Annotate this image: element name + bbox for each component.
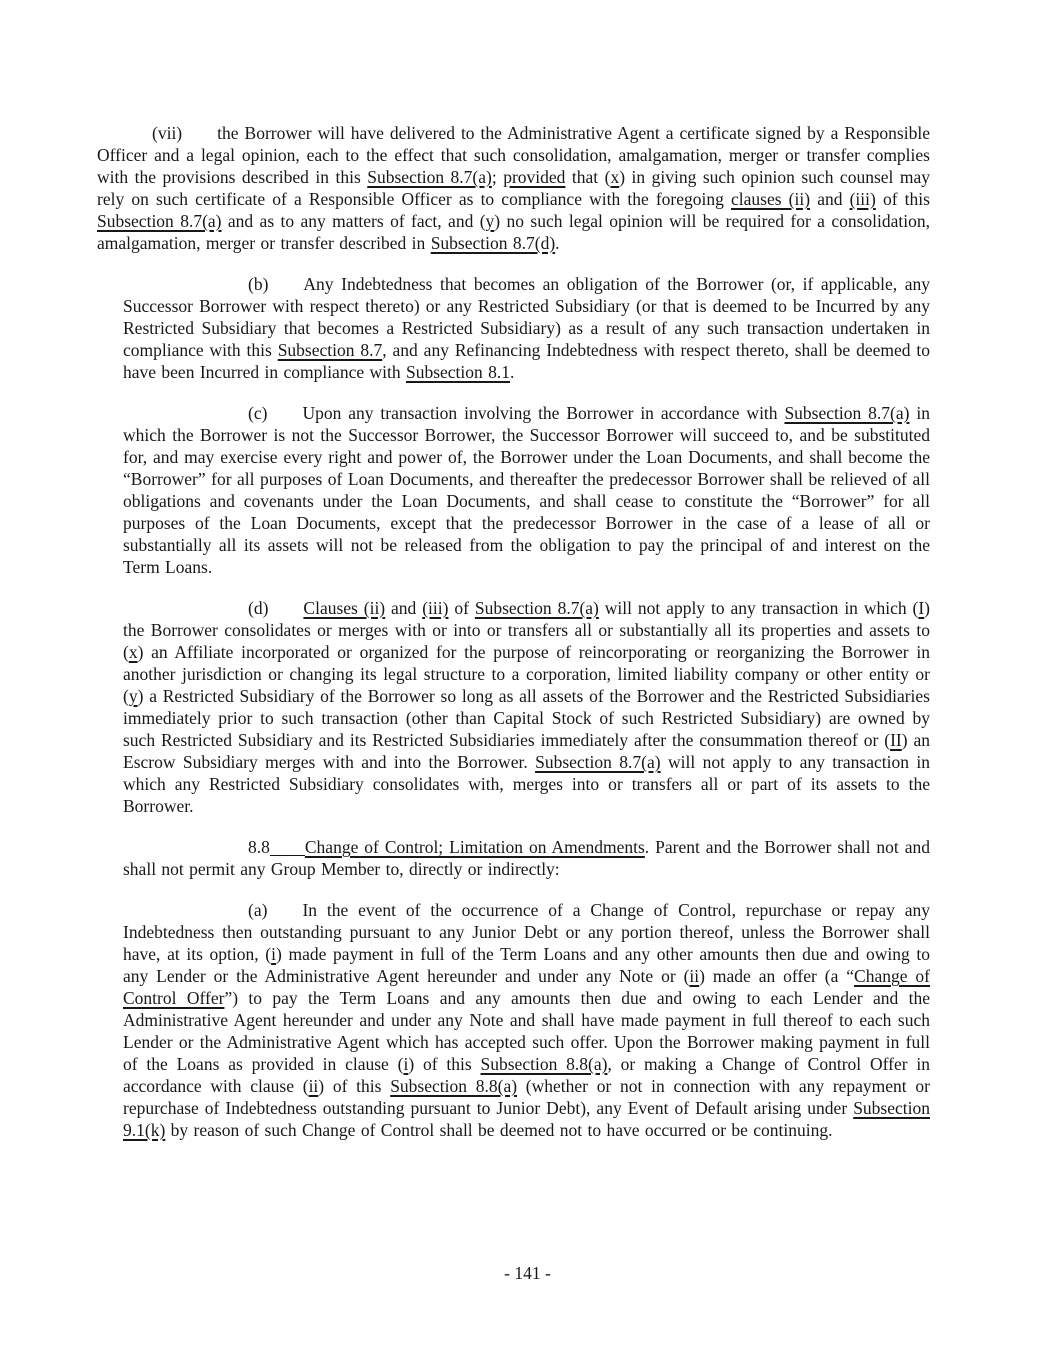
document-body: [97, 122, 930, 1160]
paragraph-b: (b) Any Indebtedness that becomes an obligation of the Borrower (or, if applicable, any Successor Borrower with respect thereto) or any Restricted Subsidiary (or that is deemed to be Incurred by any Restricted Subsidiary that becomes a Restricted Subsidiary) as a result of any such transaction undertaken in compliance with this Subsection 8.7, and any Refinancing Indebtedness with respect thereto, shall be deemed to have been Incurred in compliance with Subsection 8.1.: [123, 274, 930, 382]
paragraph-d: (d) Clauses (ii) and (iii) of Subsection 8.7(a) will not apply to any transaction in which (I) the Borrower consolidates or merges with or into or transfers all or substantially all its properties and assets to (x) an Affiliate incorporated or organized for the purpose of reincorporating or reorganizing the Borrower in another jurisdiction or changing its legal structure to a corporation, limited liability company or other entity or (y) a Restricted Subsidiary of the Borrower so long as all assets of the Borrower and the Restricted Subsidiaries immediately prior to such transaction (other than Capital Stock of such Restricted Subsidiary) are owned by such Restricted Subsidiary and its Restricted Subsidiaries immediately after the consummation thereof or (II) an Escrow Subsidiary merges with and into the Borrower. Subsection 8.7(a) will not apply to any transaction in which any Restricted Subsidiary consolidates with, merges into or transfers all or part of its assets to the Borrower.: [123, 598, 930, 816]
paragraph-section-8-8: 8.8 Change of Control; Limitation on Amendments. Parent and the Borrower shall not and shall not permit any Group Member to, directly or indirectly:: [123, 837, 930, 879]
paragraph-a: (a) In the event of the occurrence of a Change of Control, repurchase or repay any Indebtedness then outstanding pursuant to any Junior Debt or any portion thereof, unless the Borrower shall have, at its option, (i) made payment in full of the Term Loans and any other amounts then due and owing to any Lender or the Administrative Agent hereunder and under any Note or (ii) made an offer (a “Change of Control Offer”) to pay the Term Loans and any amounts then due and owing to each Lender and the Administrative Agent hereunder and under any Note and shall have made payment in full thereof to each such Lender or the Administrative Agent which has accepted such offer. Upon the Borrower making payment in full of the Loans as provided in clause (i) of this Subsection 8.8(a), or making a Change of Control Offer in accordance with clause (ii) of this Subsection 8.8(a) (whether or not in connection with any repayment or repurchase of Indebtedness outstanding pursuant to Junior Debt), any Event of Default arising under Subsection 9.1(k) by reason of such Change of Control shall be deemed not to have occurred or be continuing.: [123, 900, 931, 1140]
page-number: - 141 -: [504, 1263, 551, 1283]
paragraph-vii: (vii) the Borrower will have delivered to the Administrative Agent a certificate signed by a Responsible Officer and a legal opinion, each to the effect that such consolidation, amalgamation, merger or transfer complies with the provisions described in this Subsection 8.7(a); provided that (x) in giving such opinion such counsel may rely on such certificate of a Responsible Officer as to compliance with the foregoing clauses (ii) and (iii) of this Subsection 8.7(a) and as to any matters of fact, and (y) no such legal opinion will be required for a consolidation, amalgamation, merger or transfer described in Subsection 8.7(d).: [97, 123, 930, 253]
paragraph-c: (c) Upon any transaction involving the Borrower in accordance with Subsection 8.7(a) in which the Borrower is not the Successor Borrower, the Successor Borrower will succeed to, and be substituted for, and may exercise every right and power of, the Borrower under the Loan Documents, and shall become the “Borrower” for all purposes of Loan Documents, and thereafter the predecessor Borrower shall be relieved of all obligations and covenants under the Loan Documents, and shall cease to constitute the “Borrower” for all purposes of the Loan Documents, except that the predecessor Borrower in the case of a lease of all or substantially all its assets will not be released from the obligation to pay the principal of and interest on the Term Loans.: [123, 403, 930, 577]
